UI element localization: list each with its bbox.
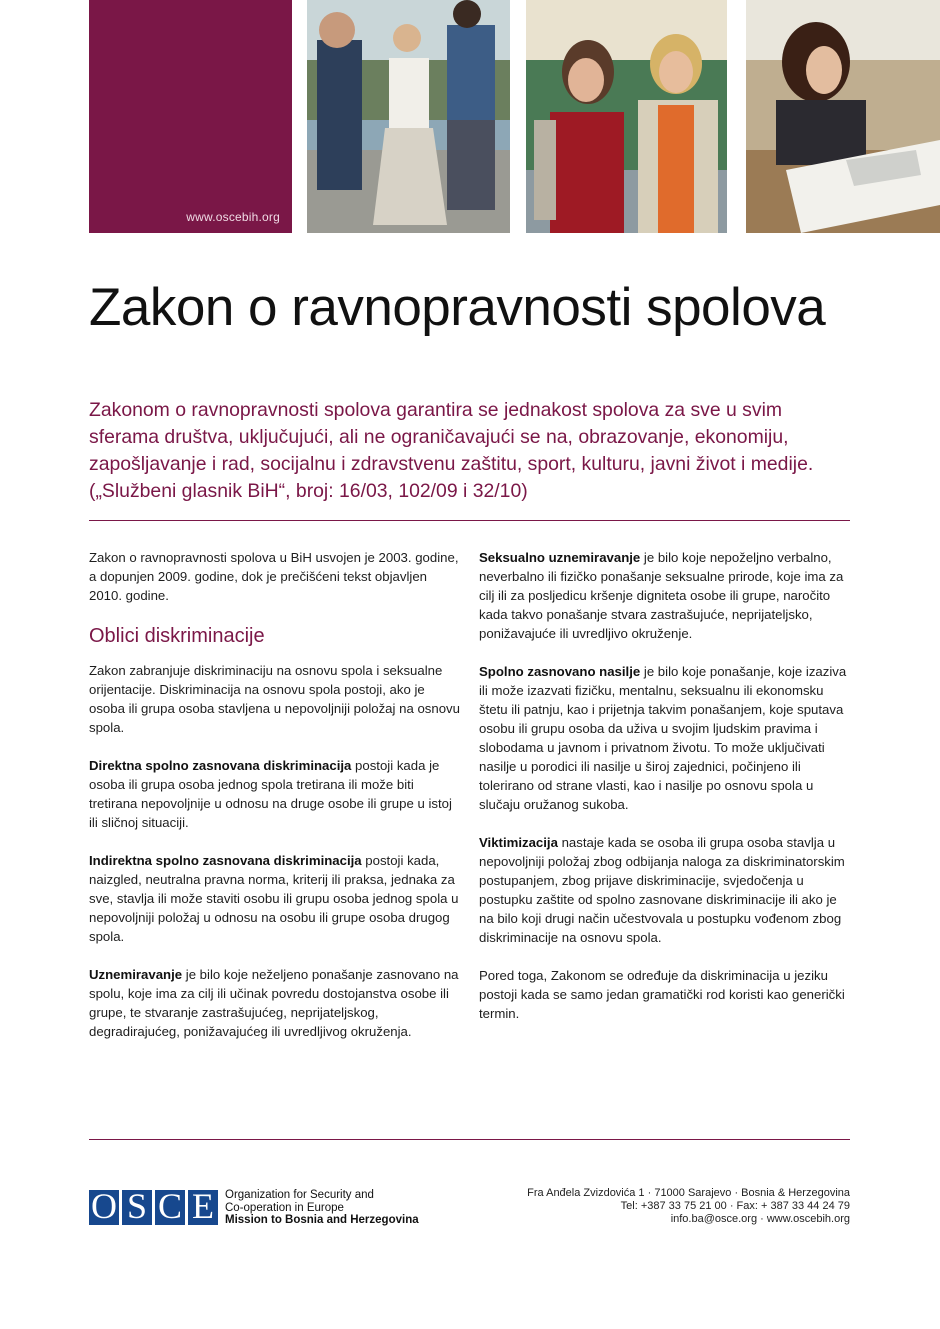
definition-sexual-harassment: je bilo koje nepoželjno verbalno, neverbalno ili fizičko ponašanje seksualne prirode, koje ima za cilj ili za posljedicu kršenje digniteta osobe ili grupe, naročito kada takvo ponašanje stvara zastrašujuće, neprijateljsko, ponižavajuće ili uvredljivo okruženje. [479,550,844,641]
email-web-line[interactable]: info.ba@osce.org · www.oscebih.org [670,1213,850,1225]
photo-woman-reading [746,0,940,233]
logo-letter-c: C [155,1190,185,1225]
photo-street-outreach [307,0,510,233]
gender-violence-paragraph [479,662,851,814]
osce-logo [89,1186,419,1227]
term-harassment: Uznemiravanje [89,967,183,982]
website-url[interactable]: www.oscebih.org [186,210,280,224]
definition-gender-violence: je bilo koje ponašanje, koje izaziva ili može izazvati fizičku, mentalnu, seksualnu ili ekonomsku štetu ili patnju, kao i prijetnja takvim ponašanjem, koje sputava osobu ili grupu osoba da uživa u svojim ljudskim pravima i slobodama u javnom i privatnom životu. To može uključivati nasilje u porodici ili nasilje u široj zajednici, počinjeno ili tolerirano od strane vlasti, kao i nasilje po osnovu spola u slučaju oružanog sukoba. [479,664,847,812]
definition-victimization: nastaje kada se osoba ili grupa osoba stavlja u nepovoljniji položaj zbog odbijanja naloga za diskriminatorskim postupanjem, zbog prijave diskriminacije, svjedočenja u postupku zaštite od spolno zasnovane diskriminacije ili ako je na bilo koji drugi način učestvovala u postupku vođenom zbog diskriminacije na osnovu spola. [479,835,845,945]
sexual-harassment-paragraph [479,548,851,643]
intro-paragraph: Zakon o ravnopravnosti spolova u BiH usvojen je 2003. godine, a dopunjen 2009. godine, dok je prečišćeni tekst objavljen 2010. godine. [89,550,459,603]
prohibition-paragraph: Zakon zabranjuje diskriminaciju na osnovu spola i seksualne orijentacije. Diskriminacija na osnovu spola postoji, ako je osoba ili grupa osoba stavljena u nepovoljniji položaj na osnovu spola. [89,663,460,735]
term-direct-discrimination: Direktna spolno zasnovana diskriminacija [89,758,352,773]
harassment-paragraph [89,965,461,1041]
divider-top [89,520,850,521]
closing-paragraph: Pored toga, Zakonom se određuje da diskriminacija u jeziku postoji kada se samo jedan gramatički rod koristi kao generički termin. [479,968,845,1021]
contact-address [527,1187,850,1226]
definition-harassment: je bilo koje neželjeno ponašanje zasnovano na spolu, koje ima za cilj ili učinak povredu dostojanstva osobe ili grupe, te stvaranje zastrašujućeg, neprijateljskog, degradirajućeg, ponižavajućeg ili uvredljivog okruženja. [89,967,459,1039]
org-line-2: Co-operation in Europe [225,1201,344,1214]
logo-letter-o: O [91,1186,117,1227]
brand-color-block [89,0,292,233]
term-sexual-harassment: Seksualno uznemiravanje [479,550,641,565]
definition-indirect-discrimination: postoji kada, naizgled, neutralna pravna norma, kriterij ili praksa, jednaka za sve, stavlja ili može staviti osobu ili grupu osoba jednog spola u nepovoljniji položaj u odnosu na osobu ili grupe osoba drugog spola. [89,853,459,944]
term-indirect-discrimination: Indirektna spolno zasnovana diskriminacija [89,853,362,868]
logo-letter-s: S [122,1190,152,1225]
definition-direct-discrimination: postoji kada je osoba ili grupa osoba jednog spola tretirana ili može biti tretirana nepovoljnije u odnosu na druge osobe ili grupe u istoj ili sličnoj situaciji. [89,758,452,830]
divider-bottom [89,1139,850,1140]
org-line-1: Organization for Security and [225,1189,374,1201]
logo-letter-e: E [188,1190,218,1225]
page-title: Zakon o ravnopravnosti spolova [89,278,826,337]
direct-discrimination-paragraph [89,756,461,832]
address-line: Fra Anđela Zvizdovića 1 · 71000 Sarajevo · Bosnia & Herzegovina [527,1187,850,1199]
indirect-discrimination-paragraph [89,851,461,946]
right-column [479,548,851,1042]
victimization-paragraph [479,833,851,947]
organization-name [225,1189,419,1227]
section-heading: Oblici diskriminacije [89,625,265,647]
term-victimization: Viktimizacija [479,835,558,850]
phone-fax-line: Tel: +387 33 75 21 00 · Fax: + 387 33 44 24 79 [620,1200,850,1212]
left-column [89,548,461,1060]
photo-two-women-seated [526,0,727,233]
org-line-3: Mission to Bosnia and Herzegovina [225,1214,419,1226]
lead-paragraph: Zakonom o ravnopravnosti spolova garantira se jednakost spolova za sve u svim sferama društva, uključujući, ali ne ograničavajući se na, obrazovanje, ekonomiju, zapošljavanje i rad, socijalnu i zdravstvenu zaštitu, sport, kulturu, javni život i medije. („Službeni glasnik BiH“, broj: 16/03, 102/09 i 32/10) [89,399,814,502]
term-gender-violence: Spolno zasnovano nasilje [479,664,641,679]
